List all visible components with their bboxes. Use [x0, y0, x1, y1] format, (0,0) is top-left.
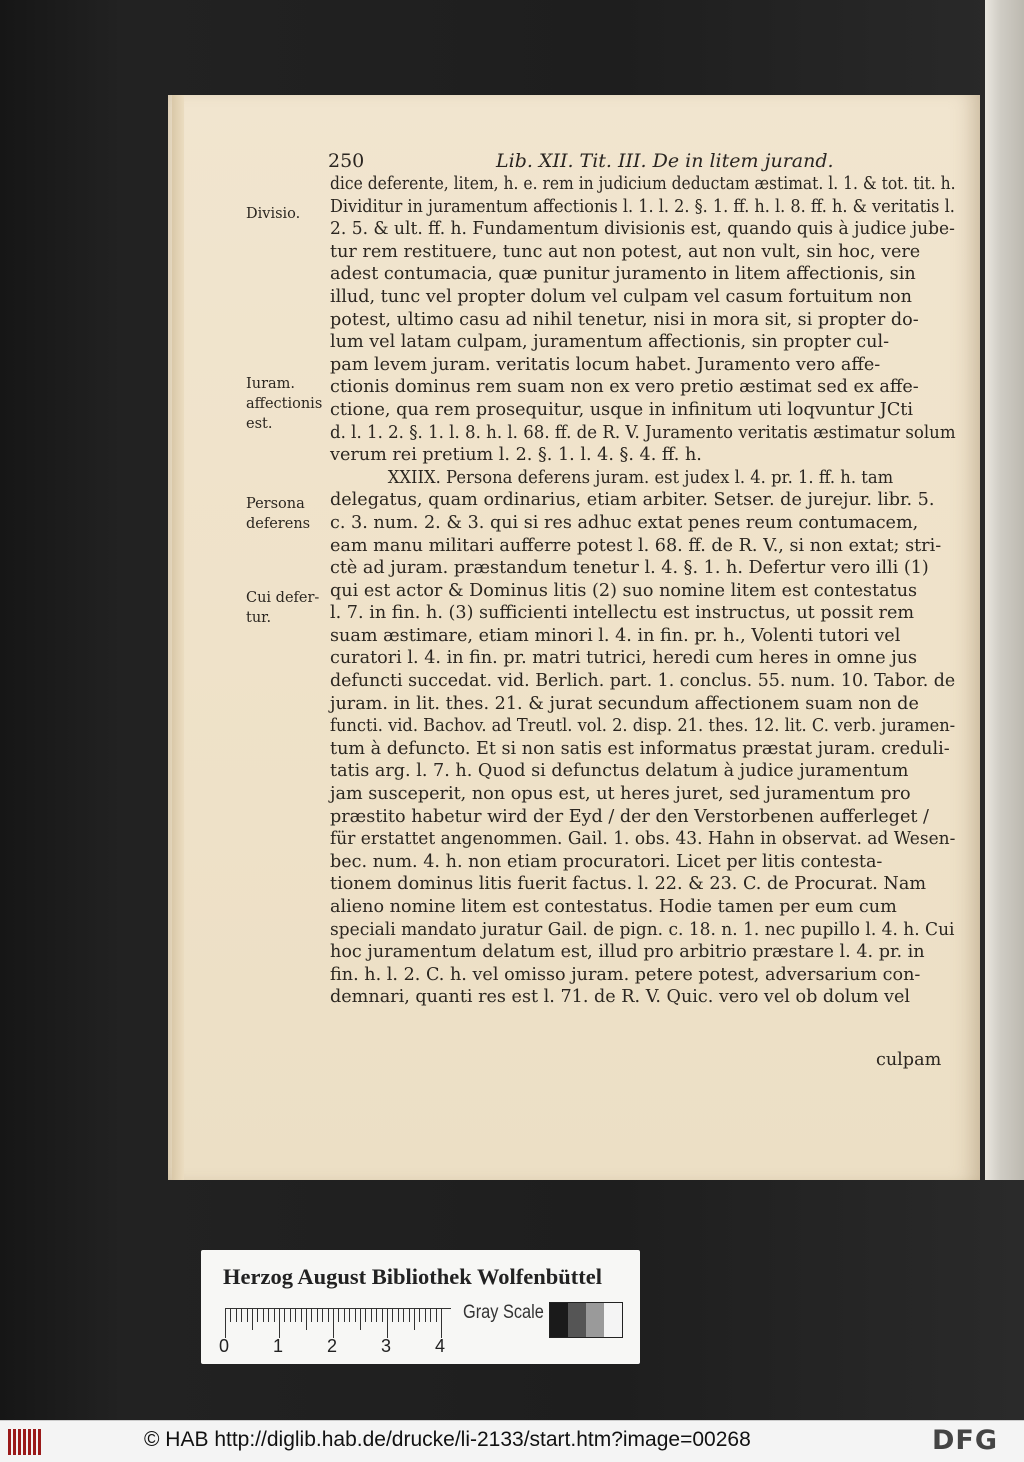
text-line: XXIIX. Persona deferens juram. est judex l. 4. pr. 1. ff. h. tam [387, 467, 894, 488]
margin-note-line: deferens [246, 516, 311, 532]
margin-note-juram-affectionis [246, 374, 330, 434]
ruler-tick [344, 1308, 345, 1322]
text-line: ctè ad juram. præstandum tenetur l. 4. §. 1. h. Defertur vero illi (1) [330, 558, 929, 579]
ruler-tick [279, 1308, 280, 1338]
ruler-tick [349, 1308, 350, 1322]
page-gutter-shadow [172, 95, 184, 1180]
text-line: potest, ultimo casu ad nihil tenetur, nisi in mora sit, si propter do- [330, 309, 919, 330]
ruler-tick [425, 1308, 426, 1322]
text-line: ctionis dominus rem suam non ex vero pretio æstimat sed ex affe- [330, 377, 919, 398]
gray-scale-label: Gray Scale [463, 1302, 544, 1323]
text-line: tionem dominus litis fuerit factus. l. 22. & 23. C. de Procurat. Nam [330, 874, 926, 895]
footer-bar [0, 1420, 1024, 1462]
ruler-tick [360, 1308, 361, 1330]
gray-swatch [568, 1303, 586, 1337]
text-line: illud, tunc vel propter dolum vel culpam vel casum fortuitum non [330, 286, 912, 307]
text-line: alieno nomine litem est contestatus. Hodie tamen per eum cum [330, 897, 897, 917]
ruler-tick [263, 1308, 264, 1322]
margin-note-persona-deferens [246, 494, 330, 534]
margin-note-divisio [246, 204, 330, 224]
ruler-tick [284, 1308, 285, 1322]
book-spine [985, 0, 1024, 1180]
text-line: hoc juramentum delatum est, illud pro arbitrio præstare l. 4. pr. in [330, 942, 925, 963]
text-line: fin. h. l. 2. C. h. vel omisso juram. petere potest, adversarium con- [330, 964, 921, 985]
text-line: pam levem juram. veritatis locum habet. Juramento vero affe- [330, 354, 881, 375]
text-line: für erstattet angenommen. Gail. 1. obs. 43. Hahn in observat. ad Wesen- [330, 829, 956, 850]
gray-scale-swatches [549, 1302, 623, 1338]
ruler-tick [382, 1308, 383, 1322]
text-line: demnari, quanti res est l. 71. de R. V. Quic. vero vel ob dolum vel [330, 987, 910, 1008]
ruler-tick [247, 1308, 248, 1322]
ruler-tick [392, 1308, 393, 1322]
ruler-tick [268, 1308, 269, 1322]
margin-note-line: Cui defer- [246, 590, 320, 606]
ruler-tick [257, 1308, 258, 1322]
ruler-tick [371, 1308, 372, 1322]
text-line: c. 3. num. 2. & 3. qui si res adhuc extat penes reum contumacem, [330, 512, 919, 533]
ruler-tick [387, 1308, 388, 1338]
text-line: speciali mandato juratur Gail. de pign. c. 18. n. 1. nec pupillo l. 4. h. Cui [330, 919, 955, 940]
ruler [225, 1308, 451, 1342]
ruler-tick [355, 1308, 356, 1322]
text-line: lum vel latam culpam, juramentum affectionis, sin propter cul- [330, 332, 890, 353]
margin-note-line: Divisio. [246, 206, 301, 222]
text-line: jam susceperit, non opus est, ut heres juret, sed juramentum pro [330, 784, 911, 805]
text-line: bec. num. 4. h. non etiam procuratori. Licet per litis contesta- [330, 851, 883, 872]
running-title: Lib. XII. Tit. III. De in litem jurand. [496, 150, 834, 172]
text-line: verum rei pretium l. 2. §. 1. l. 4. §. 4. ff. h. [330, 445, 702, 466]
text-line: juram. in lit. thes. 21. & jurat secundum affectionem suam non de [330, 693, 919, 714]
ruler-number: 1 [273, 1336, 284, 1356]
margin-note-cui-defertur [246, 588, 330, 628]
text-line: tum à defuncto. Et si non satis est informatus præstat juram. creduli- [330, 738, 950, 759]
text-line: dice deferente, litem, h. e. rem in judicium deductam æstimat. l. 1. & tot. tit. h. [330, 174, 956, 194]
margin-note-line: Persona [246, 496, 305, 512]
logo-bar [13, 1429, 16, 1455]
gray-swatch [550, 1303, 568, 1337]
body-text [330, 173, 955, 1009]
scale-card [201, 1250, 640, 1364]
text-line: suam æstimare, etiam minori l. 4. in fin. pr. h., Volenti tutori vel [330, 625, 901, 646]
text-line: Dividitur in juramentum affectionis l. 1. l. 2. §. 1. ff. h. l. 8. ff. h. & veritatis l. [330, 196, 955, 217]
ruler-tick [333, 1308, 334, 1338]
ruler-tick [306, 1308, 307, 1330]
logo-bar [38, 1429, 41, 1455]
ruler-tick [365, 1308, 366, 1322]
ruler-number: 2 [327, 1336, 338, 1356]
ruler-tick [301, 1308, 302, 1322]
text-line: tatis arg. l. 7. h. Quod si defunctus delatum à judice juramentum [330, 761, 909, 782]
ruler-tick [430, 1308, 431, 1322]
ruler-tick [317, 1308, 318, 1322]
footer-citation[interactable]: © HAB http://diglib.hab.de/drucke/li-2133/start.htm?image=00268 [144, 1428, 751, 1451]
text-line: adest contumacia, quæ punitur juramento in litem affectionis, sin [330, 264, 916, 285]
ruler-tick [230, 1308, 231, 1322]
text-line: tur rem restituere, tunc aut non potest, aut non vult, sin hoc, vere [330, 241, 921, 262]
margin-note-line: est. [246, 416, 273, 432]
ruler-tick [225, 1308, 226, 1338]
hab-logo-icon [8, 1427, 44, 1457]
ruler-tick [322, 1308, 323, 1322]
ruler-tick [274, 1308, 275, 1322]
text-line: curatori l. 4. in fin. pr. matri tutrici, heredi cum heres in omne jus [330, 648, 918, 669]
text-line: d. l. 1. 2. §. 1. l. 8. h. l. 68. ff. de R. V. Juramento veritatis æstimatur solum [330, 422, 956, 443]
ruler-tick [414, 1308, 415, 1330]
ruler-tick [236, 1308, 237, 1322]
ruler-tick [290, 1308, 291, 1322]
ruler-number: 0 [219, 1336, 230, 1356]
text-line: qui est actor & Dominus litis (2) suo nomine litem est contestatus [330, 580, 918, 601]
gray-swatch [586, 1303, 604, 1337]
ruler-tick [409, 1308, 410, 1322]
text-line: defuncti succedat. vid. Berlich. part. 1. conclus. 55. num. 10. Tabor. de [330, 671, 956, 692]
ruler-tick [376, 1308, 377, 1322]
text-line: 2. 5. & ult. ff. h. Fundamentum divisionis est, quando quis à judice jube- [330, 219, 955, 240]
logo-bar [33, 1429, 36, 1455]
text-line: functi. vid. Bachov. ad Treutl. vol. 2. disp. 21. thes. 12. lit. C. verb. juramen- [330, 716, 956, 737]
ruler-tick [419, 1308, 420, 1322]
ruler-tick [398, 1308, 399, 1322]
gray-swatch [604, 1303, 622, 1337]
ruler-tick [241, 1308, 242, 1322]
margin-note-line: tur. [246, 610, 272, 626]
ruler-number: 4 [435, 1336, 446, 1356]
logo-bar [18, 1429, 21, 1455]
text-line: ctione, qua rem prosequitur, usque in infinitum uti loqvuntur JCti [330, 399, 913, 420]
logo-bar [28, 1429, 31, 1455]
logo-bar [23, 1429, 26, 1455]
dfg-logo: DFG [932, 1425, 999, 1456]
margin-note-line: Iuram. [246, 376, 296, 392]
catchword: culpam [876, 1050, 942, 1070]
text-line: delegatus, quam ordinarius, etiam arbiter. Setser. de jurejur. libr. 5. [330, 490, 935, 511]
logo-bar [8, 1429, 11, 1455]
ruler-tick [403, 1308, 404, 1322]
ruler-tick [295, 1308, 296, 1322]
text-line: l. 7. in fin. h. (3) sufficienti intellectu est instructus, ut possit rem [330, 603, 915, 624]
text-line: eam manu militari aufferre potest l. 68. ff. de R. V., si non extat; stri- [330, 535, 942, 556]
ruler-number: 3 [381, 1336, 392, 1356]
ruler-tick [441, 1308, 442, 1338]
ruler-tick [328, 1308, 329, 1322]
text-line: præstito habetur wird der Eyd / der den Verstorbenen aufferleget / [330, 806, 929, 827]
ruler-tick [311, 1308, 312, 1322]
margin-note-line: affectionis [246, 396, 323, 412]
ruler-tick [436, 1308, 437, 1322]
institution-name: Herzog August Bibliothek Wolfenbüttel [223, 1264, 602, 1289]
ruler-tick [252, 1308, 253, 1330]
page-number: 250 [328, 150, 365, 172]
ruler-tick [338, 1308, 339, 1322]
